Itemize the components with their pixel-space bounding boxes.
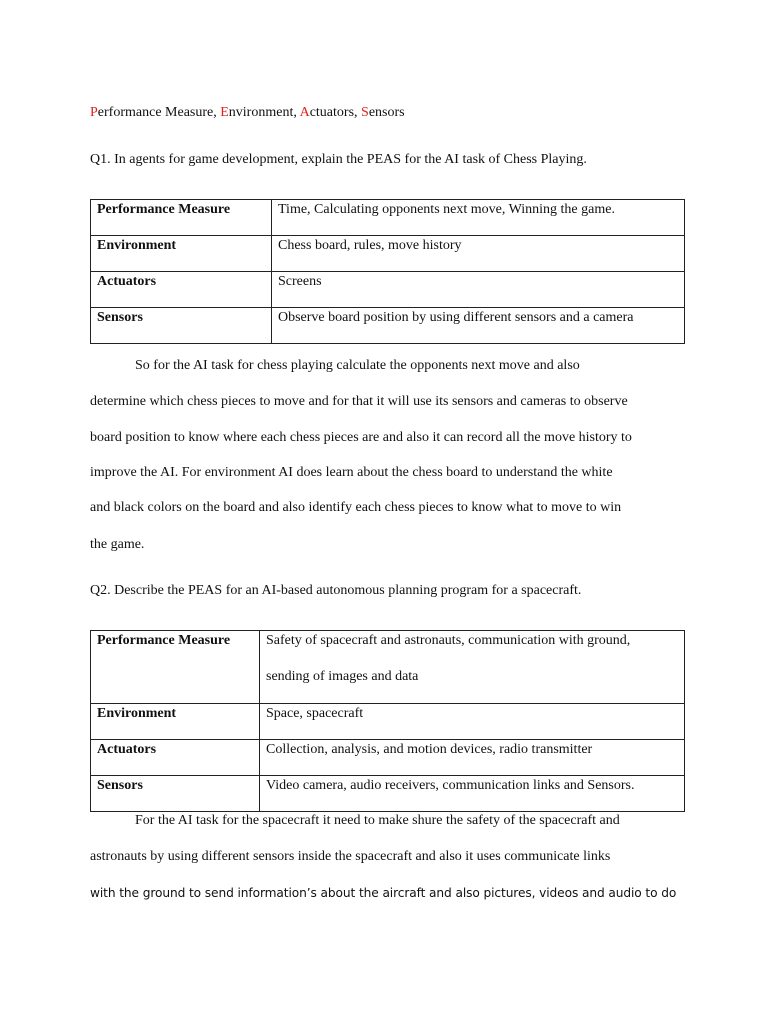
heading-letter-a: A (299, 105, 310, 120)
peas-table-spacecraft (90, 630, 685, 812)
row-value: Chess board, rules, move history (272, 236, 685, 272)
paragraph-line: astronauts by using different sensors inside the spacecraft and also it uses communicate links (90, 849, 611, 864)
row-value-line: Safety of spacecraft and astronauts, communication with ground, (266, 633, 631, 648)
table-row (91, 704, 685, 740)
heading-text-s: ensors (368, 105, 405, 120)
row-label: Sensors (91, 308, 272, 344)
paragraph-line: board position to know where each chess pieces are and also it can record all the move history to (90, 430, 632, 445)
row-label: Environment (91, 236, 272, 272)
row-label: Environment (91, 704, 260, 740)
row-value: Time, Calculating opponents next move, Winning the game. (272, 200, 685, 236)
heading-letter-s: S (361, 105, 369, 120)
heading-letter-p: P (90, 105, 98, 120)
row-label: Sensors (91, 776, 260, 812)
row-value: Space, spacecraft (260, 704, 685, 740)
table-row (91, 631, 685, 704)
paragraph-line: and black colors on the board and also identify each chess pieces to know what to move to win (90, 500, 622, 515)
table-row (91, 308, 685, 344)
question-2: Q2. Describe the PEAS for an AI-based autonomous planning program for a spacecraft. (90, 583, 582, 598)
paragraph-line: the game. (90, 537, 145, 552)
table-row (91, 740, 685, 776)
heading-text-e: nvironment, (228, 105, 300, 120)
paragraph-line: So for the AI task for chess playing calculate the opponents next move and also (135, 358, 580, 373)
peas-heading (90, 105, 405, 121)
row-value: Observe board position by using different sensors and a camera (272, 308, 685, 344)
table-row (91, 200, 685, 236)
row-label: Actuators (91, 740, 260, 776)
heading-text-p: erformance Measure, (97, 105, 221, 120)
table-row (91, 272, 685, 308)
question-1: Q1. In agents for game development, explain the PEAS for the AI task of Chess Playing. (90, 152, 587, 167)
table-row (91, 236, 685, 272)
heading-text-a: ctuators, (309, 105, 362, 120)
row-label: Actuators (91, 272, 272, 308)
paragraph-line: For the AI task for the spacecraft it need to make shure the safety of the spacecraft and (135, 813, 620, 828)
row-label: Performance Measure (91, 631, 260, 704)
row-value: Screens (272, 272, 685, 308)
heading-letter-e: E (220, 105, 229, 120)
peas-table-chess (90, 199, 685, 344)
row-value: Collection, analysis, and motion devices, radio transmitter (260, 740, 685, 776)
row-value-line: sending of images and data (266, 669, 419, 684)
paragraph-line: determine which chess pieces to move and for that it will use its sensors and cameras to observe (90, 394, 628, 409)
paragraph-line: with the ground to send information’s about the aircraft and also pictures, videos and audio to do (90, 886, 677, 900)
row-label: Performance Measure (91, 200, 272, 236)
row-value: Video camera, audio receivers, communication links and Sensors. (260, 776, 685, 812)
paragraph-line: improve the AI. For environment AI does learn about the chess board to understand the white (90, 465, 613, 480)
table-row (91, 776, 685, 812)
row-value (260, 631, 685, 704)
